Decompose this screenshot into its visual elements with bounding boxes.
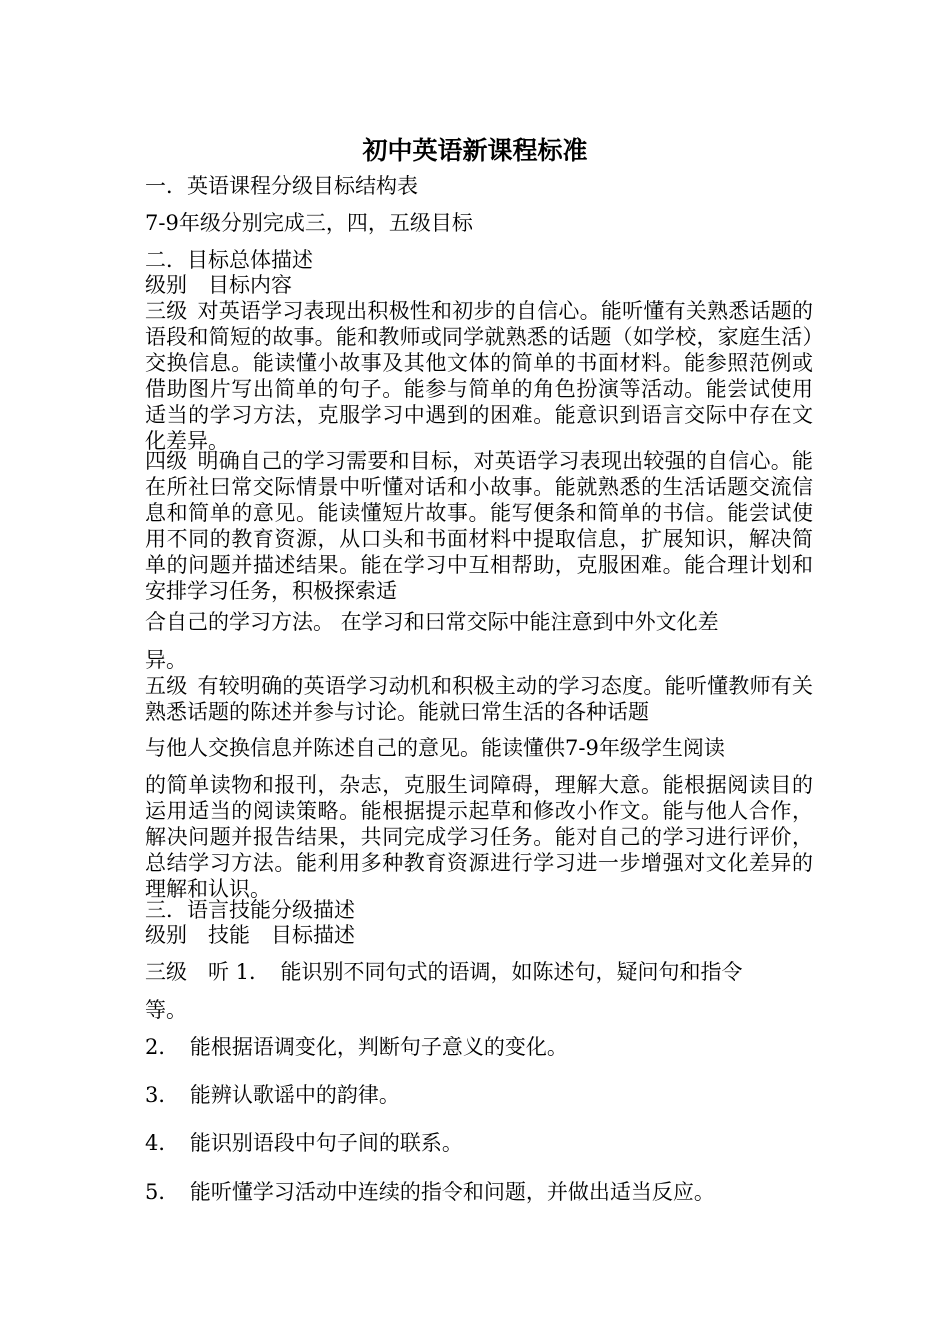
level-4-description	[145, 448, 813, 604]
section-2-columns: 级别 目标内容	[145, 273, 292, 297]
level-5-text-end: 的简单读物和报刊，杂志，克服生词障碍，理解大意。能根据阅读目的运用适当的阅读策略。能根据提示起草和修改小作文。能与他人合作，解决问题并报告结果，共同完成学习任务。能对自己的学习进行评价，总结学习方法。能利用多种教育资源进行学习进一步增强对文化差异的理解和认识。	[145, 773, 813, 901]
skill-item-1: 三级 听 1． 能识别不同句式的语调，如陈述句，疑问句和指令	[145, 960, 743, 984]
level-4-text-continued: 合自己的学习方法。 在学习和曰常交际中能注意到中外文化差	[145, 610, 719, 634]
section-1-heading: 一．英语课程分级目标结构表	[145, 174, 418, 198]
level-label: 三级	[145, 299, 188, 323]
document-title: 初中英语新课程标准	[362, 136, 588, 165]
level-5-description	[145, 673, 813, 725]
section-2-heading: 二．目标总体描述	[145, 248, 313, 272]
level-label: 四级	[145, 449, 188, 473]
skill-item-1-end: 等。	[145, 998, 187, 1022]
skill-item-2: 2． 能根据语调变化，判断句子意义的变化。	[145, 1035, 568, 1059]
level-5-text-continued: 与他人交换信息并陈述自己的意见。能读懂供7-9年级学生阅读	[145, 736, 725, 760]
level-text: 对英语学习表现出积极性和初步的自信心。能听懂有关熟悉话题的语段和简短的故事。能和教师或同学就熟悉的话题（如学校，家庭生活）交换信息。能读懂小故事及其他文体的简单的书面材料。能参照范例或借助图片写出简单的句子。能参与简单的角色扮演等活动。能尝试使用适当的学习方法，克服学习中遇到的困难。能意识到语言交际中存在文化差异。	[145, 299, 813, 453]
section-3-heading: 三．语言技能分级描述	[145, 898, 355, 922]
level-4-text-end: 异。	[145, 648, 187, 672]
section-3-columns: 级别 技能 目标描述	[145, 923, 355, 947]
level-text: 有较明确的英语学习动机和积极主动的学习态度。能听懂教师有关熟悉话题的陈述并参与讨论。能就曰常生活的各种话题	[145, 674, 813, 724]
level-3-description	[145, 298, 813, 454]
skill-item-4: 4． 能识别语段中句子间的联系。	[145, 1131, 463, 1155]
skill-item-3: 3． 能辨认歌谣中的韵律。	[145, 1083, 400, 1107]
level-label: 五级	[145, 674, 188, 698]
skill-item-5: 5． 能听懂学习活动中连续的指令和问题，并做出适当反应。	[145, 1180, 715, 1204]
section-1-text: 7-9年级分别完成三，四，五级目标	[145, 211, 473, 235]
level-text: 明确自己的学习需要和目标，对英语学习表现出较强的自信心。能在所社曰常交际情景中听懂对话和小故事。能就熟悉的生活话题交流信息和简单的意见。能读懂短片故事。能写便条和简单的书信。能尝试使用不同的教育资源，从口头和书面材料中提取信息，扩展知识，解决简单的问题并描述结果。能在学习中互相帮助，克服困难。能合理计划和安排学习任务，积极探索适	[145, 449, 813, 603]
